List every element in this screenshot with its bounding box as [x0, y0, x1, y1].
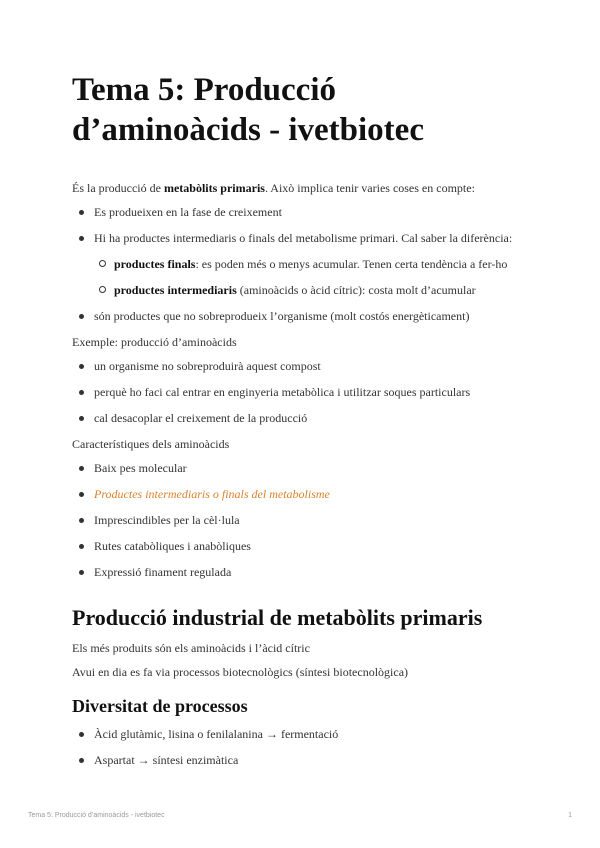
list-item — [72, 486, 532, 502]
sub-item-bold: productes finals — [114, 257, 196, 271]
list-item: un organisme no sobreproduirà aquest compost — [72, 358, 532, 374]
list-item: Aspartat → síntesi enzimàtica — [72, 752, 532, 768]
list-characteristics — [72, 460, 532, 580]
list-item: Imprescindibles per la cèl·lula — [72, 512, 532, 528]
list-item: Rutes catabòliques i anabòliques — [72, 538, 532, 554]
sub-item-bold: productes intermediaris — [114, 283, 237, 297]
list-item: Baix pes molecular — [72, 460, 532, 476]
sub-list-item — [94, 282, 532, 298]
list-item: són productes que no sobreprodueix l’organisme (molt costós energèticament) — [72, 308, 532, 324]
list-example — [72, 358, 532, 426]
list-item: perquè ho faci cal entrar en enginyeria metabòlica i utilitzar soques particulars — [72, 384, 532, 400]
page-title: Tema 5: Producció d’aminoàcids - ivetbiotec — [72, 72, 424, 148]
list-item: Àcid glutàmic, lisina o fenilalanina → fermentació — [72, 726, 532, 742]
list-considerations — [72, 204, 532, 324]
sub-item-text: (aminoàcids o àcid cítric): costa molt d’acumular — [236, 283, 476, 297]
subsection-title: Diversitat de processos — [72, 696, 248, 716]
list-item-text: Hi ha productes intermediaris o finals del metabolisme primari. Cal saber la diferència: — [94, 231, 513, 245]
intro-suffix: . Això implica tenir varies coses en compte: — [264, 181, 475, 195]
footer-title: Tema 5: Producció d’aminoàcids - ivetbiotec — [28, 812, 165, 819]
section-title: Producció industrial de metabòlits primaris — [72, 605, 483, 630]
page-number: 1 — [568, 812, 572, 819]
sub-list — [94, 256, 532, 298]
list-item: Es produeixen en la fase de creixement — [72, 204, 532, 220]
intro-paragraph — [72, 180, 532, 196]
sub-list-item — [94, 256, 532, 272]
intro-bold: metabòlits primaris — [163, 181, 265, 195]
internal-link[interactable]: Productes intermediaris o finals del metabolisme — [94, 487, 330, 501]
list-item: Expressió finament regulada — [72, 564, 532, 580]
intro-prefix: És la producció de — [72, 181, 164, 195]
page-footer — [28, 812, 572, 819]
characteristics-heading: Característiques dels aminoàcids — [72, 437, 230, 451]
section-paragraph: Els més produits són els aminoàcids i l’àcid cítric — [72, 641, 310, 655]
document-page — [72, 70, 532, 778]
example-heading: Exemple: producció d’aminoàcids — [72, 335, 237, 349]
sub-item-text: : es poden més o menys acumular. Tenen certa tendència a fer-ho — [195, 257, 508, 271]
list-processes — [72, 726, 532, 768]
list-item — [72, 230, 532, 298]
section-paragraph: Avui en dia es fa via processos biotecnològics (síntesi biotecnològica) — [72, 665, 409, 679]
list-item: cal desacoplar el creixement de la producció — [72, 410, 532, 426]
